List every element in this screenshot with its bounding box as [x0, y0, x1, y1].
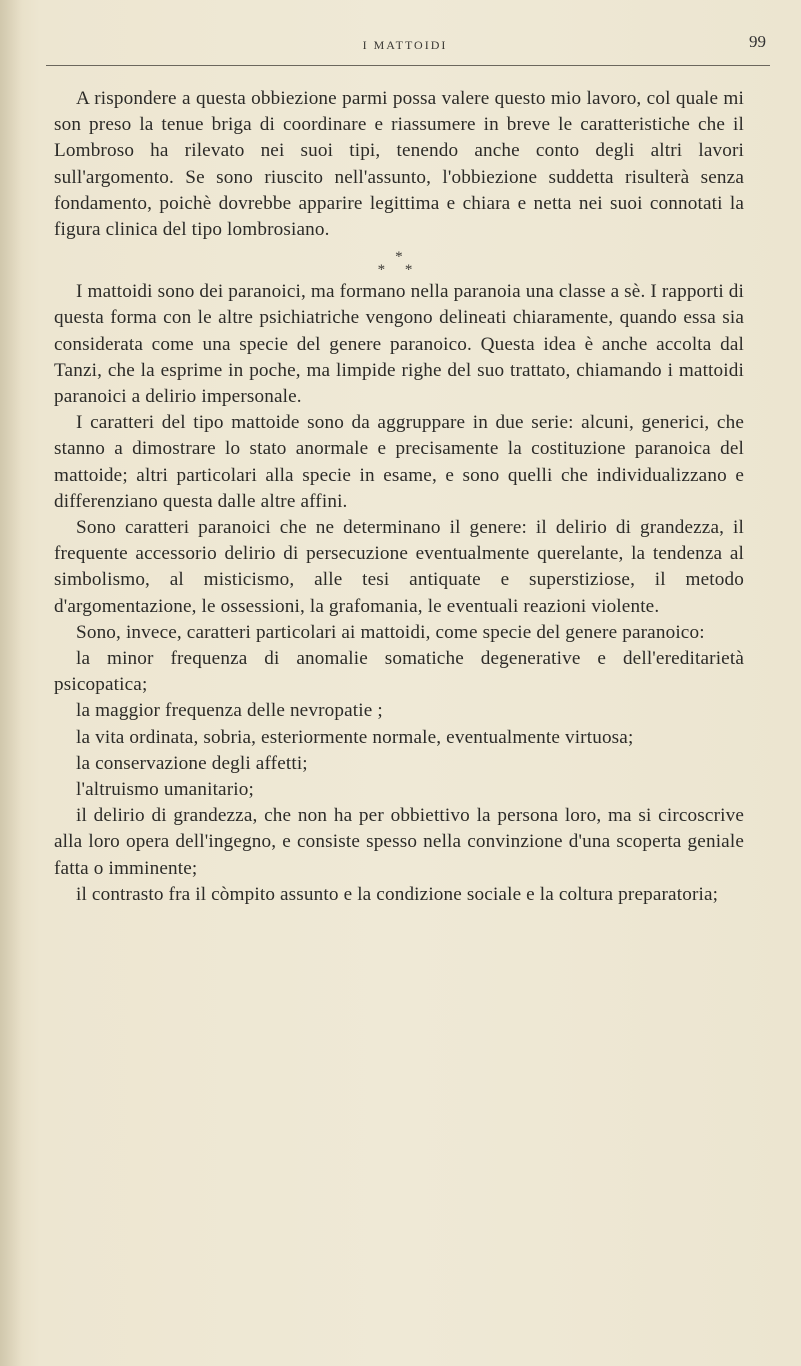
list-item: il delirio di grandezza, che non ha per obbiettivo la persona loro, ma si circoscrive alla loro opera dell'ingegno, e consiste spesso nella convinzione d'una scoperta geniale fatta o imminente; [54, 805, 744, 879]
page-number: 99 [749, 32, 766, 51]
asterism-top: * [395, 249, 403, 266]
paragraph-2: I mattoidi sono dei paranoici, ma formano nella paranoia una classe a sè. I rapporti di questa forma con le altre psichiatriche vengono delineati chiaramente, quando essa sia considerata come una specie del genere paranoico. Questa idea è anche accolta dal Tanzi, che la esprime in poche, ma limpide righe del suo trattato, chiamando i mattoidi paranoici a delirio impersonale. [54, 281, 744, 408]
running-head: I MATTOIDI [362, 38, 448, 52]
paragraph-1: A rispondere a questa obbiezione parmi possa valere questo mio lavoro, col quale mi son preso la tenue briga di coordinare e riassumere in breve le caratteristiche che il Lombroso ha rilevato nei suoi tipi, tenendo anche conto degli altri lavori sull'argomento. Se sono riuscito nell'assunto, l'obbiezione suddetta risulterà senza fondamento, poichè dovrebbe apparire legittima e chiara e netta nei suoi connotati la figura clinica del tipo lombrosiano. [54, 88, 744, 241]
list-item: la minor frequenza di anomalie somatiche degenerative e dell'ereditarietà psicopatica; [54, 648, 744, 696]
list-item: il contrasto fra il còmpito assunto e la condizione sociale e la coltura preparatoria; [76, 883, 719, 905]
paragraph-4: Sono caratteri paranoici che ne determinano il genere: il delirio di grandezza, il frequente accessorio delirio di persecuzione eventualmente querelante, la tendenza al simbolismo, al misticismo, alle tesi antiquate e superstiziose, il metodo d'argomentazione, le ossessioni, la grafomania, le eventuali reazioni violente. [54, 517, 744, 617]
list-item: l'altruismo umanitario; [76, 779, 254, 801]
page-header [40, 30, 770, 70]
list-item: la conservazione degli affetti; [76, 752, 308, 774]
gutter-shadow [0, 0, 22, 1366]
body-text [54, 86, 744, 908]
paragraph-3: I caratteri del tipo mattoide sono da aggruppare in due serie: alcuni, generici, che stanno a dimostrare lo stato anormale e precisamente la costituzione paranoica del mattoide; altri particolari alla specie in esame, e sono quelli che individualizzano e differenziano questa dalle altre affini. [54, 412, 744, 512]
asterism-bottom: * * [377, 262, 421, 279]
list-item: la maggior frequenza delle nevropatie ; [76, 700, 383, 722]
paragraph-5: Sono, invece, caratteri particolari ai mattoidi, come specie del genere paranoico: [76, 621, 705, 643]
list-item: la vita ordinata, sobria, esteriormente normale, eventualmente virtuosa; [76, 726, 634, 748]
section-break-asterism [54, 243, 744, 279]
header-rule [46, 65, 770, 66]
